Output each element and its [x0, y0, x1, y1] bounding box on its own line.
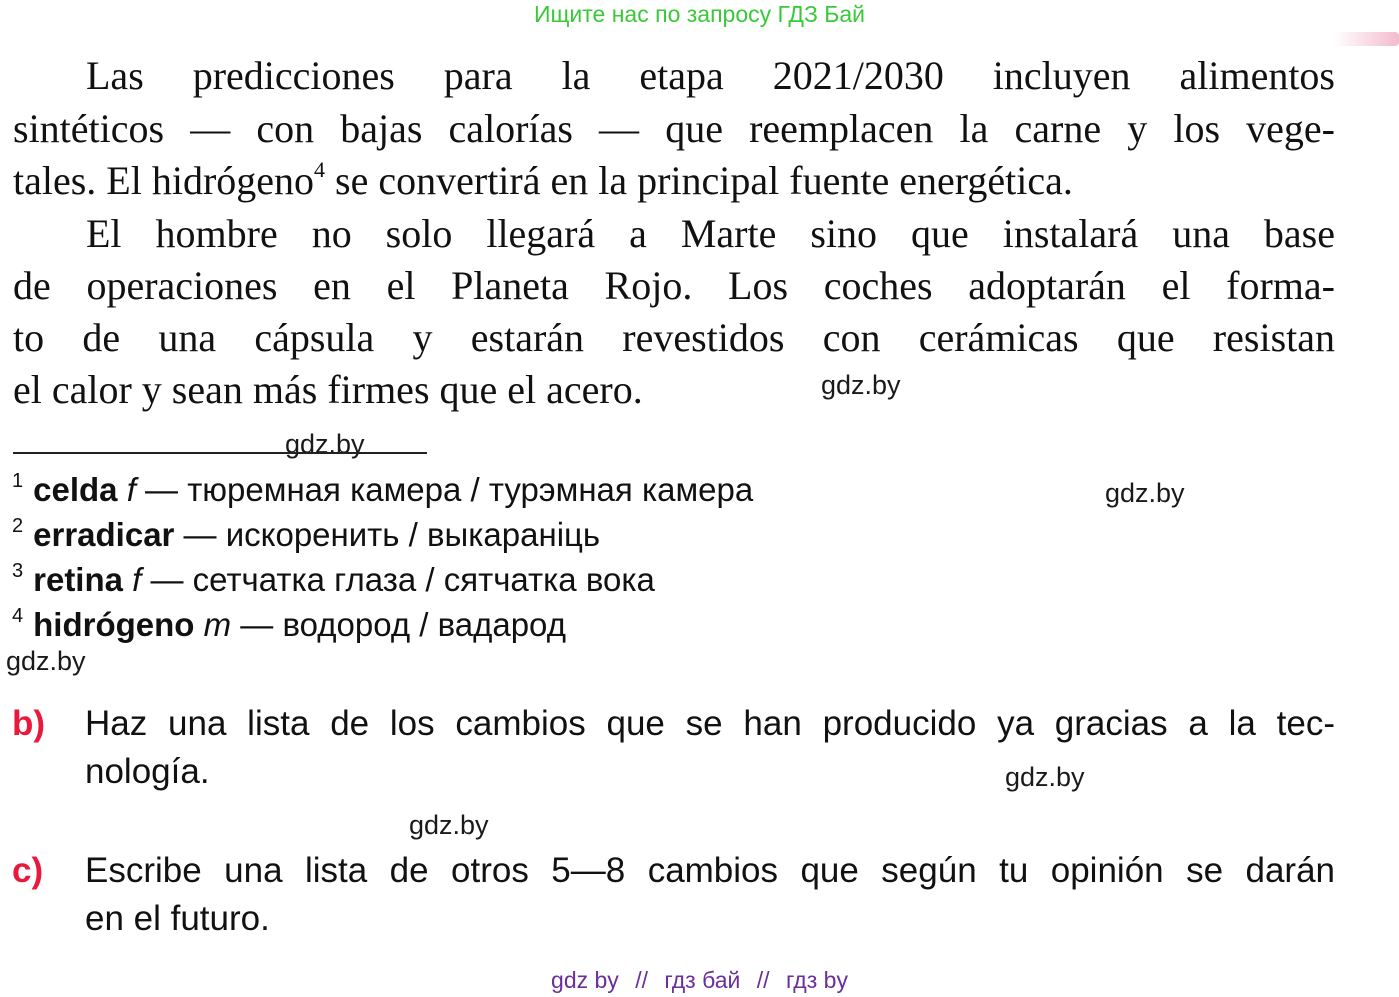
- footnote-gender: f: [126, 471, 136, 508]
- footnote-translation: — тюремная камера / турэмная камера: [135, 471, 754, 508]
- footer-link-gdz-bai[interactable]: гдз бай: [664, 967, 741, 993]
- footnote-1: [12, 470, 753, 510]
- footnote-2: [12, 515, 600, 555]
- footnote-4: [12, 605, 566, 645]
- footnote-term: erradicar: [33, 516, 175, 553]
- paragraph-1-line-1: Las predicciones para la etapa 2021/2030 incluyen alimentos: [86, 53, 1335, 98]
- footnote-number: 1: [12, 470, 24, 492]
- footnote-number: 3: [12, 560, 24, 582]
- paragraph-1-line-2: sintéticos — con bajas calorías — que reemplacen la carne y los vege-: [13, 106, 1335, 151]
- task-b-line-1: Haz una lista de los cambios que se han producido ya gracias a la tec-: [85, 704, 1335, 743]
- paragraph-2-line-4: el calor y sean más firmes que el acero.: [13, 367, 643, 412]
- watermark: gdz.by: [409, 810, 489, 840]
- paragraph-1-line-3-start: tales. El hidrógeno: [13, 158, 315, 203]
- footer-separator: //: [756, 967, 770, 993]
- task-b-line-2: nología.: [85, 752, 210, 791]
- footnote-term: retina: [33, 561, 123, 598]
- footnote-term: hidrógeno: [33, 606, 195, 643]
- task-c-label: c): [12, 851, 44, 890]
- watermark: gdz.by: [1005, 762, 1085, 792]
- paragraph-1-line-3-end: se convertirá en la principal fuente energética.: [325, 158, 1073, 203]
- footer-separator: //: [635, 967, 648, 993]
- paragraph-1-line-3: [13, 155, 1335, 207]
- footnote-translation: — сетчатка глаза / сятчатка вока: [141, 561, 655, 598]
- footnote-separator: [13, 452, 427, 454]
- footnote-term: celda: [33, 471, 118, 508]
- watermark: gdz.by: [1105, 478, 1185, 508]
- footnote-gender: f: [132, 561, 142, 598]
- footnote-number: 2: [12, 515, 24, 537]
- footnote-translation: — искоренить / выкараніць: [174, 516, 601, 553]
- watermark: gdz.by: [285, 429, 365, 459]
- footnote-gender: m: [203, 606, 232, 643]
- header-banner[interactable]: Ищите нас по запросу ГДЗ Бай: [533, 1, 866, 27]
- footer-link-gdz-by[interactable]: gdz by: [551, 967, 619, 993]
- paragraph-2-line-2: de operaciones en el Planeta Rojo. Los coches adoptarán el forma-: [13, 263, 1335, 308]
- task-b-label: b): [12, 704, 46, 743]
- footnote-3: [12, 560, 655, 600]
- task-c-line-1: Escribe una lista de otros 5—8 cambios que según tu opinión se darán: [85, 851, 1335, 890]
- corner-decoration: [1334, 32, 1399, 46]
- footnote-ref-4: 4: [314, 157, 326, 182]
- watermark: gdz.by: [6, 646, 86, 676]
- task-c-line-2: en el futuro.: [85, 899, 270, 938]
- footer-link-gdz-by-cyr[interactable]: гдз by: [785, 967, 848, 993]
- footnote-translation: — водород / вадарод: [231, 606, 566, 643]
- paragraph-2-line-1: El hombre no solo llegará a Marte sino que instalará una base: [86, 211, 1335, 256]
- footer-links: [0, 965, 1399, 995]
- footnote-number: 4: [12, 605, 24, 627]
- paragraph-2-line-3: to de una cápsula y estarán revestidos con cerámicas que resistan: [13, 315, 1335, 360]
- watermark: gdz.by: [821, 370, 901, 400]
